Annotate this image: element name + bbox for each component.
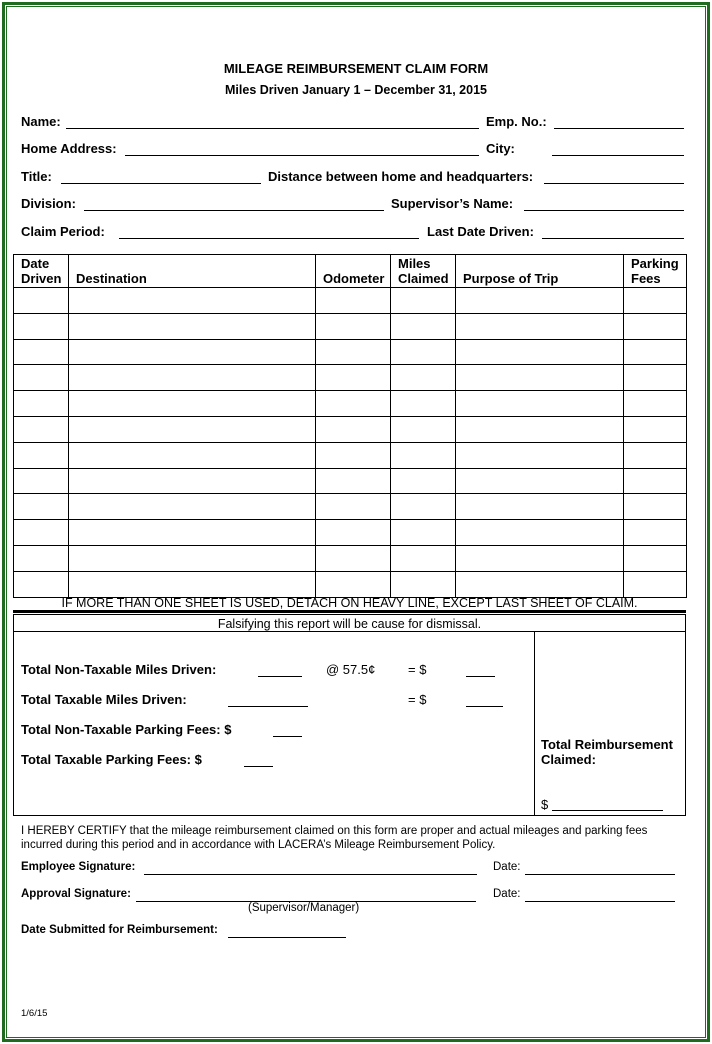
table-cell[interactable] (69, 339, 316, 365)
table-cell[interactable] (14, 339, 69, 365)
name-field[interactable] (66, 128, 479, 129)
table-row (14, 442, 687, 468)
form-subtitle: Miles Driven January 1 – December 31, 2015 (225, 83, 487, 97)
non-taxable-parking-label: Total Non-Taxable Parking Fees: $ (21, 722, 232, 737)
taxable-parking-label: Total Taxable Parking Fees: $ (21, 752, 202, 767)
table-cell[interactable] (456, 339, 624, 365)
table-cell[interactable] (69, 288, 316, 314)
taxable-parking-field[interactable] (244, 766, 273, 767)
table-cell[interactable] (624, 288, 687, 314)
employee-signature-label: Employee Signature: (21, 861, 136, 873)
supervisor-note: (Supervisor/Manager) (248, 902, 360, 914)
table-cell[interactable] (456, 365, 624, 391)
table-row (14, 520, 687, 546)
table-cell[interactable] (14, 468, 69, 494)
table-row (14, 365, 687, 391)
division-field[interactable] (84, 210, 384, 211)
table-cell[interactable] (316, 365, 391, 391)
table-row (14, 494, 687, 520)
summary-column-divider (534, 631, 535, 815)
col-odometer: Odometer (316, 255, 391, 288)
table-cell[interactable] (456, 494, 624, 520)
date-label-2: Date: (493, 888, 521, 900)
table-cell[interactable] (316, 416, 391, 442)
table-cell[interactable] (391, 494, 456, 520)
table-cell[interactable] (456, 288, 624, 314)
city-label: City: (486, 141, 515, 156)
total-dollar-sign: $ (541, 797, 549, 812)
summary-box (13, 614, 686, 816)
non-taxable-parking-field[interactable] (273, 736, 302, 737)
total-reimbursement-field[interactable] (552, 810, 663, 811)
table-cell[interactable] (456, 571, 624, 597)
equals-dollar-1: = $ (408, 662, 427, 677)
col-purpose: Purpose of Trip (456, 255, 624, 288)
table-cell[interactable] (391, 391, 456, 417)
table-cell[interactable] (14, 313, 69, 339)
approval-signature-label: Approval Signature: (21, 888, 131, 900)
emp-no-field[interactable] (554, 128, 684, 129)
table-row (14, 545, 687, 571)
table-cell[interactable] (456, 391, 624, 417)
col-miles-claimed: Miles Claimed (391, 255, 456, 288)
date-label-1: Date: (493, 861, 521, 873)
table-cell[interactable] (391, 520, 456, 546)
table-cell[interactable] (624, 416, 687, 442)
table-cell[interactable] (391, 468, 456, 494)
table-cell[interactable] (69, 520, 316, 546)
table-cell[interactable] (391, 571, 456, 597)
name-label: Name: (21, 114, 61, 129)
col-parking-fees: Parking Fees (624, 255, 687, 288)
title-field[interactable] (61, 183, 261, 184)
summary-divider (13, 631, 686, 632)
table-cell[interactable] (316, 442, 391, 468)
claim-period-field[interactable] (119, 238, 419, 239)
supervisor-field[interactable] (524, 210, 684, 211)
table-cell[interactable] (624, 365, 687, 391)
table-row (14, 391, 687, 417)
table-cell[interactable] (624, 494, 687, 520)
table-cell[interactable] (69, 545, 316, 571)
table-cell[interactable] (624, 339, 687, 365)
date-submitted-label: Date Submitted for Reimbursement: (21, 924, 218, 936)
table-cell[interactable] (14, 288, 69, 314)
home-address-label: Home Address: (21, 141, 117, 156)
table-cell[interactable] (69, 442, 316, 468)
last-date-label: Last Date Driven: (427, 224, 534, 239)
table-row (14, 416, 687, 442)
table-cell[interactable] (316, 339, 391, 365)
table-cell[interactable] (316, 468, 391, 494)
table-cell[interactable] (624, 468, 687, 494)
table-cell[interactable] (391, 545, 456, 571)
col-destination: Destination (69, 255, 316, 288)
table-cell[interactable] (69, 313, 316, 339)
table-cell[interactable] (14, 442, 69, 468)
city-field[interactable] (552, 155, 684, 156)
table-cell[interactable] (69, 494, 316, 520)
total-reimbursement-label: Total Reimbursement Claimed: (541, 737, 673, 767)
distance-label: Distance between home and headquarters: (268, 169, 534, 184)
table-cell[interactable] (391, 288, 456, 314)
home-address-field[interactable] (125, 155, 479, 156)
table-cell[interactable] (69, 416, 316, 442)
title-label: Title: (21, 169, 52, 184)
table-cell[interactable] (69, 468, 316, 494)
table-cell[interactable] (391, 442, 456, 468)
table-cell[interactable] (624, 391, 687, 417)
heavy-detach-line (13, 610, 686, 613)
table-row (14, 339, 687, 365)
table-cell[interactable] (14, 520, 69, 546)
equals-dollar-2: = $ (408, 692, 427, 707)
table-row (14, 313, 687, 339)
table-cell[interactable] (624, 442, 687, 468)
table-cell[interactable] (624, 545, 687, 571)
division-label: Division: (21, 196, 76, 211)
non-taxable-miles-field[interactable] (258, 676, 302, 677)
table-cell[interactable] (456, 442, 624, 468)
table-cell[interactable] (391, 313, 456, 339)
approval-date-field[interactable] (525, 901, 675, 902)
table-cell[interactable] (391, 416, 456, 442)
revision-date: 1/6/15 (21, 1008, 48, 1019)
table-cell[interactable] (69, 365, 316, 391)
taxable-miles-field[interactable] (228, 706, 308, 707)
claim-period-label: Claim Period: (21, 224, 105, 239)
table-cell[interactable] (456, 545, 624, 571)
dismissal-warning: Falsifying this report will be cause for dismissal. (217, 617, 482, 631)
non-taxable-amount-field[interactable] (466, 676, 495, 677)
table-cell[interactable] (456, 313, 624, 339)
table-cell[interactable] (14, 365, 69, 391)
certification-line-1: I HEREBY CERTIFY that the mileage reimbursement claimed on this form are proper and actual mileages and parking fees (21, 825, 648, 837)
table-cell[interactable] (316, 391, 391, 417)
table-header-row (14, 255, 687, 288)
last-date-field[interactable] (542, 238, 684, 239)
detach-notice: IF MORE THAN ONE SHEET IS USED, DETACH ON HEAVY LINE, EXCEPT LAST SHEET OF CLAIM. (61, 596, 638, 610)
mileage-table (13, 254, 687, 598)
employee-signature-field[interactable] (144, 874, 477, 875)
certification-line-2: incurred during this period and in accordance with LACERA’s Mileage Reimbursement Policy. (21, 839, 496, 851)
taxable-miles-label: Total Taxable Miles Driven: (21, 692, 187, 707)
table-cell[interactable] (69, 571, 316, 597)
table-cell[interactable] (14, 494, 69, 520)
table-cell[interactable] (14, 416, 69, 442)
table-cell[interactable] (624, 571, 687, 597)
table-cell[interactable] (316, 288, 391, 314)
distance-field[interactable] (544, 183, 684, 184)
table-cell[interactable] (14, 571, 69, 597)
table-cell[interactable] (456, 416, 624, 442)
non-taxable-miles-label: Total Non-Taxable Miles Driven: (21, 662, 217, 677)
table-row (14, 288, 687, 314)
table-row (14, 571, 687, 597)
table-cell[interactable] (69, 391, 316, 417)
table-row (14, 468, 687, 494)
col-date-driven: Date Driven (14, 255, 69, 288)
table-cell[interactable] (316, 571, 391, 597)
table-cell[interactable] (456, 468, 624, 494)
emp-no-label: Emp. No.: (486, 114, 547, 129)
table-cell[interactable] (391, 339, 456, 365)
table-cell[interactable] (316, 494, 391, 520)
table-cell[interactable] (14, 391, 69, 417)
table-cell[interactable] (624, 520, 687, 546)
mileage-rate: @ 57.5¢ (326, 662, 376, 677)
taxable-amount-field[interactable] (466, 706, 503, 707)
table-cell[interactable] (391, 365, 456, 391)
table-cell[interactable] (316, 545, 391, 571)
table-cell[interactable] (624, 313, 687, 339)
employee-date-field[interactable] (525, 874, 675, 875)
table-cell[interactable] (316, 520, 391, 546)
table-cell[interactable] (316, 313, 391, 339)
table-cell[interactable] (14, 545, 69, 571)
supervisor-label: Supervisor’s Name: (391, 196, 514, 211)
form-title: MILEAGE REIMBURSEMENT CLAIM FORM (223, 61, 489, 76)
date-submitted-field[interactable] (228, 937, 346, 938)
table-cell[interactable] (456, 520, 624, 546)
